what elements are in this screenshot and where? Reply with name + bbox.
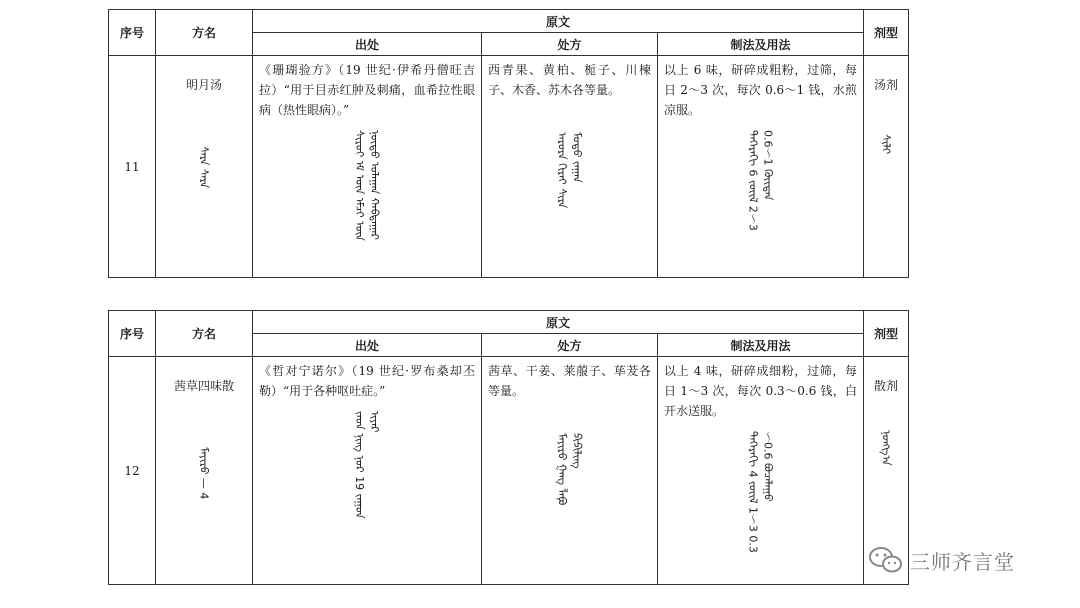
row-prescription-cell	[482, 357, 658, 585]
row-no	[109, 56, 156, 278]
row-form: 汤剂	[874, 78, 899, 92]
header-no: 序号	[109, 10, 156, 56]
header-name: 方名	[156, 311, 253, 357]
header-source: 出处	[253, 334, 482, 357]
row-method: 以上 4 味，研碎成细粉，过筛，每日 1～3 次，每次 0.3～0.6 钱，白开水送服。	[664, 364, 858, 418]
row-method: 以上 6 味，研碎成粗粉，过筛，每日 2～3 次，每次 0.6～1 钱，水煎凉服。	[664, 63, 858, 117]
row-source-cell	[253, 357, 482, 585]
row-source-cell	[253, 56, 482, 278]
row-name: 茜草四味散	[173, 379, 234, 393]
row-form-mongolian: ᠰᠢᠯᠢ	[879, 133, 893, 155]
header-name: 方名	[156, 10, 253, 56]
row-method-mongolian: ᠳᠡᠭᠡᠷᠡᠬᠢ 6 ᠵᠦᠢᠯ 2～3 0.6～1 ᠬᠦᠢᠲᠡᠨ	[746, 130, 775, 231]
row-source: 《珊瑚验方》（19 世纪·伊希丹僧旺吉拉）“用于目赤红肿及刺痛，血希拉性眼病（热性眼病）。”	[259, 63, 475, 117]
header-form: 剂型	[864, 10, 909, 56]
wechat-icon	[868, 545, 904, 575]
row-name-cell	[156, 56, 253, 278]
header-method: 制法及用法	[658, 33, 864, 56]
row-name: 明月汤	[185, 78, 222, 92]
header-source: 出处	[253, 33, 482, 56]
row-name-mongolian: ᠮᠠᠶᠢᠷᠤ — 4	[197, 446, 211, 500]
table-row	[109, 56, 909, 278]
row-method-cell	[658, 56, 864, 278]
row-prescription: 茜草、干姜、莱菔子、荜茇各等量。	[488, 364, 651, 398]
row-no-value: 11	[124, 159, 140, 174]
row-prescription-cell	[482, 56, 658, 278]
row-method-mongolian: ᠳᠡᠭᠡᠷᠡᠬᠢ 4 ᠵᠦᠢᠯ 1～3 0.3～0.6 ᠪᠤᠴᠠᠯᠠᠭᠤ	[746, 431, 775, 553]
header-original: 原文	[253, 10, 864, 33]
watermark-text: 三师齐言堂	[910, 549, 1015, 574]
row-form-cell	[864, 56, 909, 278]
row-no-value: 12	[124, 463, 140, 478]
row-method-cell	[658, 357, 864, 585]
header-prescription: 处方	[482, 33, 658, 56]
row-name-mongolian: ᠰᠠᠷᠠ ᠰᠠᠷᠠ	[197, 145, 211, 189]
row-form-mongolian: ᠨᠤᠩᠭ᠎ᠠ	[879, 430, 893, 466]
row-form: 散剂	[874, 379, 899, 393]
row-name-cell	[156, 357, 253, 585]
row-source-mongolian: ᠰᠢᠷᠤᠢ ᠡᠮ ᠦᠨ ᠡᠮᠴᠢ ᠦᠨ ᠨᠦᠳᠦ ᠤᠯᠠᠭᠠᠨ ᠬᠠᠪᠳᠠᠭᠠᠷ	[353, 130, 381, 241]
prescription-table-2	[108, 310, 909, 585]
prescription-table-1	[108, 9, 909, 278]
header-prescription: 处方	[482, 334, 658, 357]
header-method: 制法及用法	[658, 334, 864, 357]
header-no: 序号	[109, 311, 156, 357]
watermark	[868, 540, 1068, 580]
row-prescription: 西青果、黄柏、栀子、川楝子、木香、苏木各等量。	[488, 63, 651, 97]
row-source-mongolian: ᠵᠡᠳ ᠨᠢᠩ ᠨᠣᠷ 19 ᠵᠠᠭᠤᠨ ᠢᠶᠠᠷ	[353, 411, 381, 519]
row-prescription-mongolian: ᠠᠷᠤᠷᠠ ᠬᠢᠷᠠᠢ ᠰᠢᠷᠠ ᠮᠣᠳᠣ ᠵᠠᠭᠠᠨ	[555, 132, 584, 209]
header-original: 原文	[253, 311, 864, 334]
header-form: 剂型	[864, 311, 909, 357]
table-row	[109, 357, 909, 585]
row-source: 《哲对宁诺尔》（19 世纪·罗布桑却丕勒）“用于各种呕吐症。”	[259, 364, 475, 398]
row-prescription-mongolian: ᠮᠠᠶᠢᠷᠤ ᠭᠠᠩ ᠯᠠᠹᠤ ᠫᠢᠫᠢᠯᠢᠩ	[555, 433, 584, 506]
row-no	[109, 357, 156, 585]
